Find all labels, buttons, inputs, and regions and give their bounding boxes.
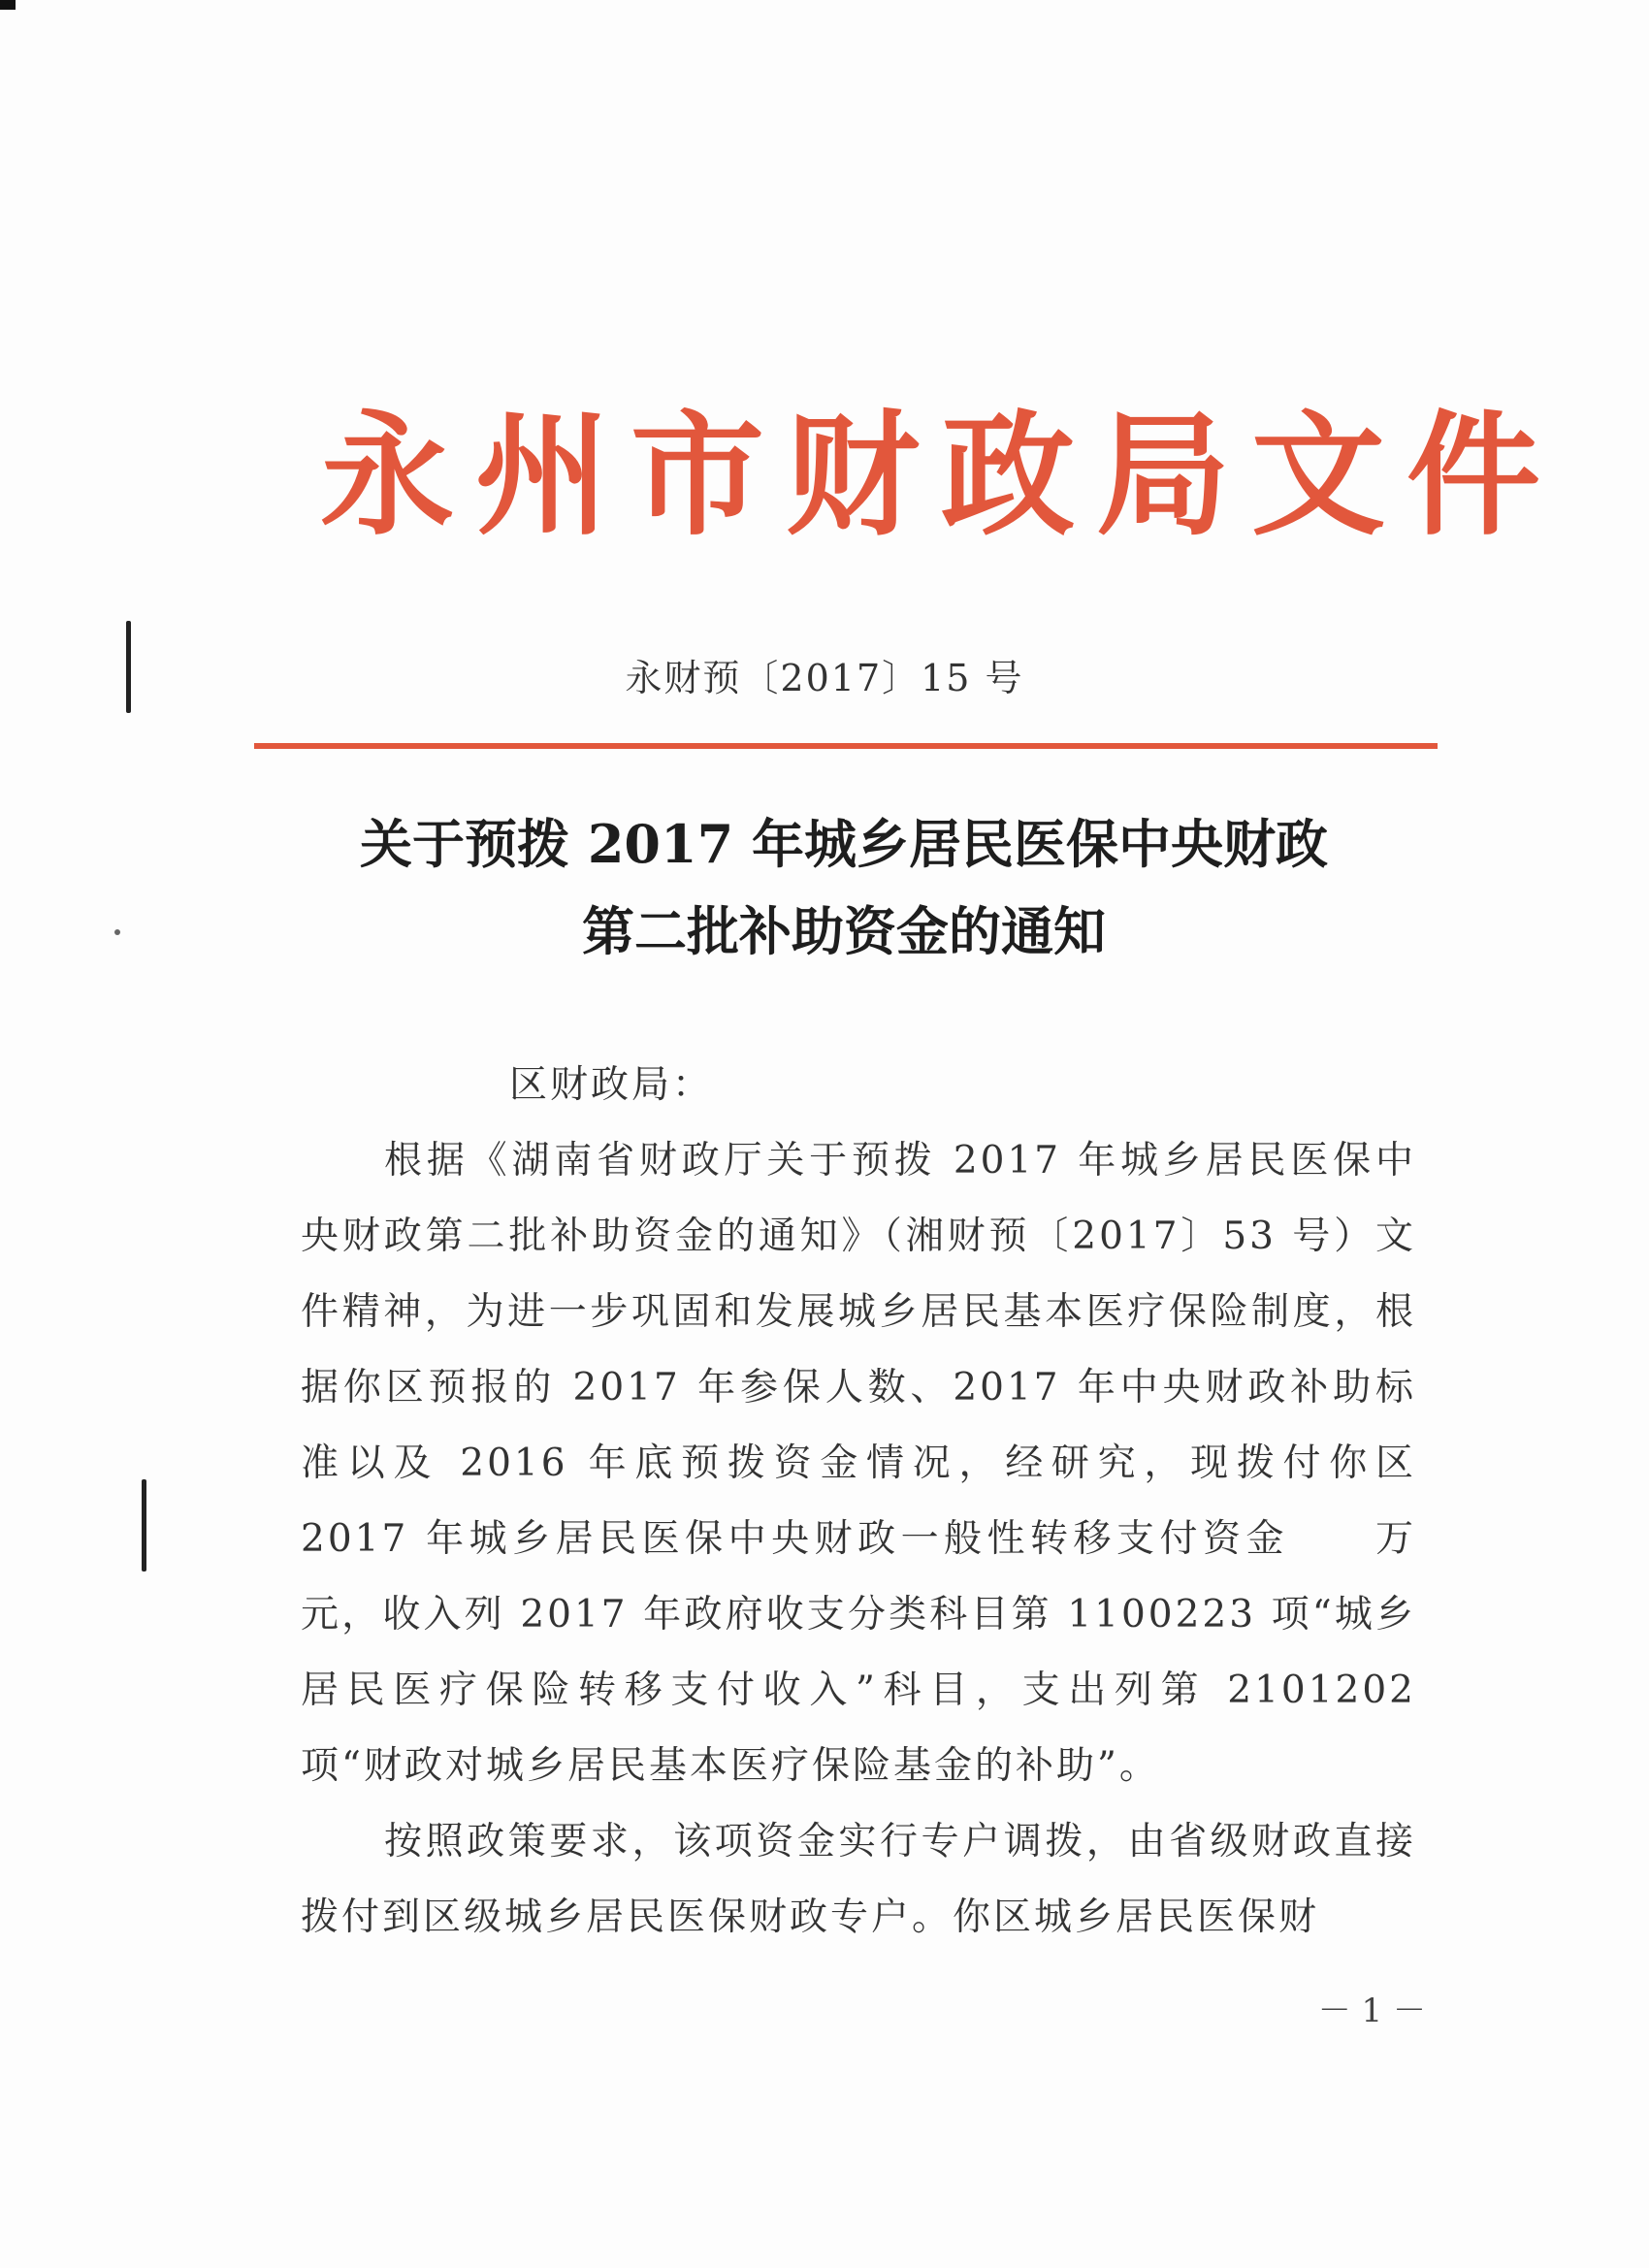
- red-divider-line: [254, 743, 1438, 749]
- document-title-line-2: 第二批补助资金的通知: [582, 900, 1106, 962]
- document-title-line-1: 关于预拨 2017 年城乡居民医保中央财政: [360, 813, 1328, 875]
- issuer-title: 永州市财政局文件: [320, 396, 1563, 554]
- document-title: [262, 800, 1426, 975]
- document-body: [301, 1048, 1416, 1956]
- scan-corner-mark: [0, 0, 16, 10]
- page-number: － 1 －: [1317, 1992, 1426, 2030]
- body-paragraph-1: 根据《湖南省财政厅关于预拨 2017 年城乡居民医保中央财政第二批补助资金的通知》（湘财预〔2017〕53 号）文件精神，为进一步巩固和发展城乡居民基本医疗保险制度，根据你区预报的 2017 年参保人数、2017 年中央财政补助标准以及 2016 年底预拨资金情况，经研究，现拨付你区 2017 年城乡居民医保中央财政一般性转移支付资金 万元，收入列 2017 年政府收支分类科目第 1100223 项“城乡居民医疗保险转移支付收入”科目，支出列第 2101202 项“财政对城乡居民基本医疗保险基金的补助”。: [301, 1139, 1416, 1788]
- scan-speck: [114, 929, 120, 935]
- salutation: 区财政局：: [509, 1063, 714, 1107]
- binding-staple-mark: [142, 1479, 146, 1571]
- body-paragraph-2: 按照政策要求，该项资金实行专户调拨，由省级财政直接拨付到区级城乡居民医保财政专户。你区城乡居民医保财: [301, 1820, 1416, 1939]
- document-number: 永财预〔2017〕15 号: [625, 657, 1024, 699]
- binding-staple-mark: [126, 621, 131, 713]
